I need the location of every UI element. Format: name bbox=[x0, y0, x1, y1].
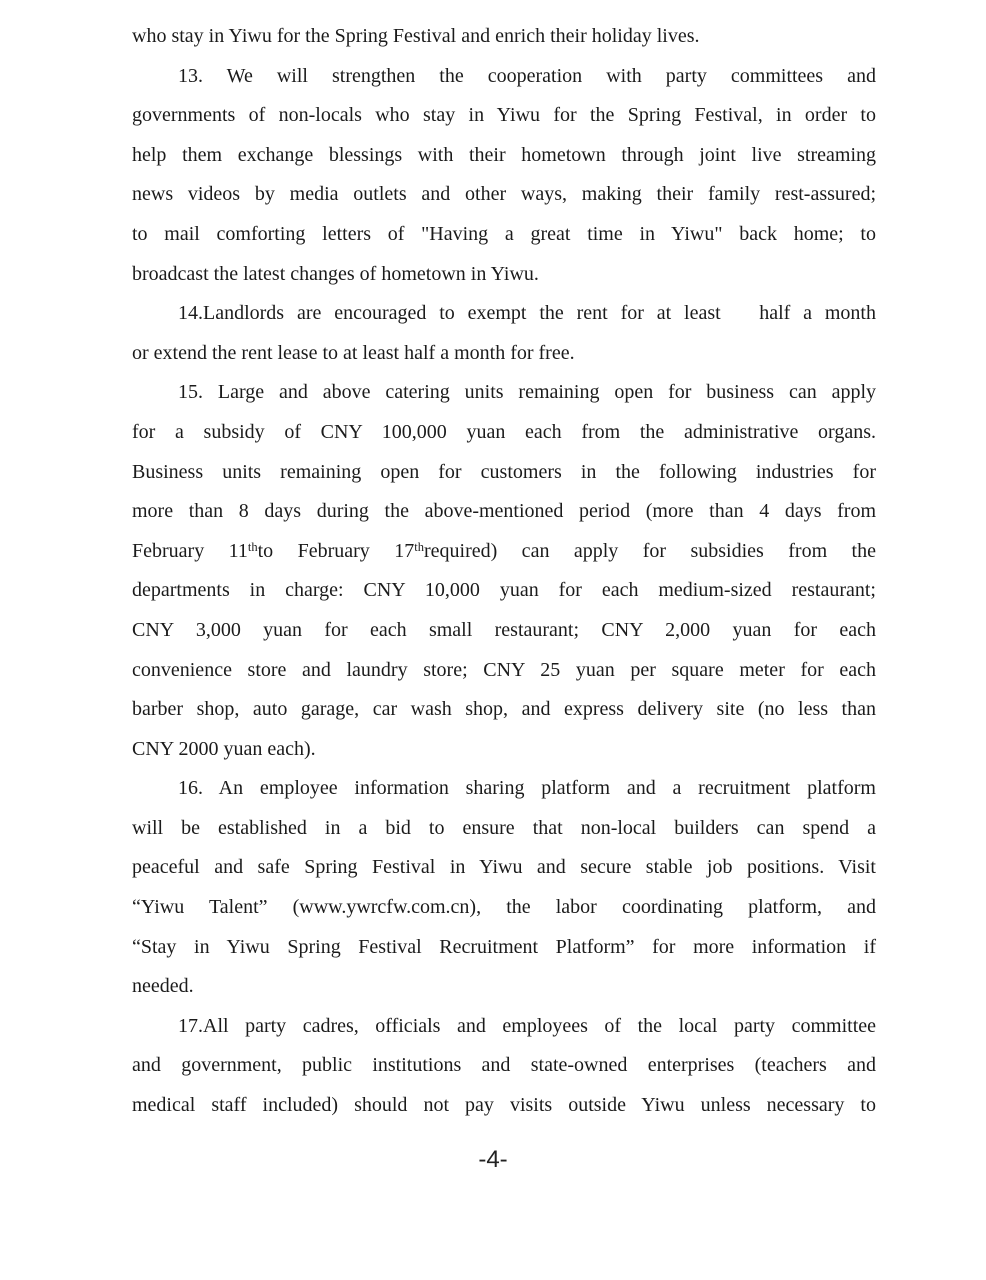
text-line: medical staff included) should not pay visits outside Yiwu unless necessary to bbox=[132, 1094, 876, 1117]
text-line: 15. Large and above catering units remaining open for business can apply bbox=[178, 381, 876, 404]
text-line: more than 8 days during the above-mentioned period (more than 4 days from bbox=[132, 500, 876, 523]
text-line: needed. bbox=[132, 975, 194, 998]
text-line: and government, public institutions and state-owned enterprises (teachers and bbox=[132, 1054, 876, 1077]
text-line: barber shop, auto garage, car wash shop, and express delivery site (no less than bbox=[132, 698, 876, 721]
text-line: to mail comforting letters of "Having a great time in Yiwu" back home; to bbox=[132, 222, 876, 245]
text-line: departments in charge: CNY 10,000 yuan for each medium-sized restaurant; bbox=[132, 579, 876, 602]
text-line: convenience store and laundry store; CNY 25 yuan per square meter for each bbox=[132, 658, 876, 681]
text-line: 13. We will strengthen the cooperation with party committees and bbox=[178, 64, 876, 87]
text-block bbox=[132, 17, 876, 1126]
text-line: who stay in Yiwu for the Spring Festival and enrich their holiday lives. bbox=[132, 25, 700, 47]
text-line: will be established in a bid to ensure that non-local builders can spend a bbox=[132, 816, 876, 839]
text-line: CNY 3,000 yuan for each small restaurant; CNY 2,000 yuan for each bbox=[132, 618, 876, 641]
text-line: 14.Landlords are encouraged to exempt the rent for at least half a month bbox=[178, 302, 876, 325]
text-line: Business units remaining open for customers in the following industries for bbox=[132, 460, 876, 483]
text-line: broadcast the latest changes of hometown in Yiwu. bbox=[132, 262, 539, 285]
text-line: “Yiwu Talent” (www.ywrcfw.com.cn), the labor coordinating platform, and bbox=[132, 896, 876, 919]
text-line: CNY 2000 yuan each). bbox=[132, 737, 316, 760]
text-line: news videos by media outlets and other ways, making their family rest-assured; bbox=[132, 183, 876, 206]
text-line: peaceful and safe Spring Festival in Yiwu and secure stable job positions. Visit bbox=[132, 856, 876, 879]
text-line: or extend the rent lease to at least half a month for free. bbox=[132, 341, 575, 364]
text-line: 17.All party cadres, officials and employees of the local party committee bbox=[178, 1014, 876, 1037]
text-line: February 11thto February 17threquired) can apply for subsidies from the bbox=[132, 539, 876, 562]
text-line: for a subsidy of CNY 100,000 yuan each from the administrative organs. bbox=[132, 420, 876, 443]
text-line: governments of non-locals who stay in Yiwu for the Spring Festival, in order to bbox=[132, 104, 876, 127]
text-line: 16. An employee information sharing platform and a recruitment platform bbox=[178, 777, 876, 800]
text-line: help them exchange blessings with their hometown through joint live streaming bbox=[132, 143, 876, 166]
text-line: “Stay in Yiwu Spring Festival Recruitment Platform” for more information if bbox=[132, 935, 876, 958]
page-number: -4- bbox=[478, 1146, 508, 1173]
